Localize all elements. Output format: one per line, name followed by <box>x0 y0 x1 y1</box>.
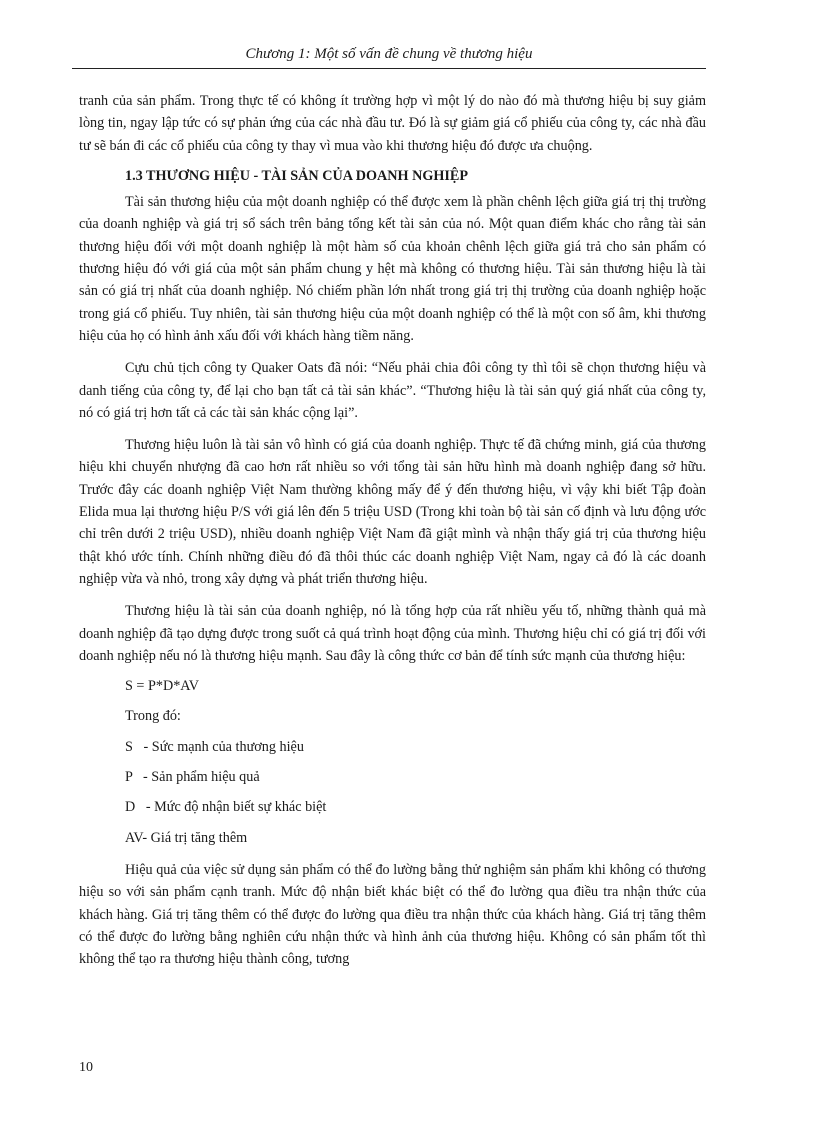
paragraph-measurement: Hiệu quả của việc sử dụng sản phẩm có thể đo lường bằng thử nghiệm sản phẩm khi không có thương hiệu so với sản phẩm cạnh tranh. Mức độ nhận biết khác biệt có thể đo lường qua điều tra nhận thức của khách hàng. Giá trị tăng thêm có thể được đo lường qua điều tra nhận thức của khách hàng. Giá trị tăng thêm có thể được đo lường bằng nghiên cứu nhận thức và hình ảnh của thương hiệu. Không có sản phẩm tốt thì không thể tạo ra thương hiệu thành công, tương <box>79 861 706 968</box>
running-header: Chương 1: Một số vấn đề chung về thương hiệu <box>245 46 533 62</box>
paragraph-continuation: tranh của sản phẩm. Trong thực tế có không ít trường hợp vì một lý do nào đó mà thương hiệu bị suy giảm lòng tin, ngay lập tức có sự phản ứng của các nhà đầu tư. Đó là sự giảm giá cổ phiếu của công ty, các nhà đầu tư sẽ bán đi các cổ phiếu của công ty thay vì mua vào khi thương hiệu đó được ưa chuộng. <box>79 93 706 154</box>
paragraph-brand-strength: Thương hiệu là tài sản của doanh nghiệp, nó là tổng hợp của rất nhiều yếu tố, những thành quả mà doanh nghiệp đã tạo dựng được trong suốt cả quá trình hoạt động của mình. Thương hiệu chỉ có giá trị đối với doanh nghiệp nếu nó là thương hiệu mạnh. Sau đây là công thức cơ bản để tính sức mạnh của thương hiệu: <box>79 603 706 664</box>
paragraph-brand-equity: Tài sản thương hiệu của một doanh nghiệp có thể được xem là phần chênh lệch giữa giá trị thị trường của doanh nghiệp và giá trị sổ sách trên bảng tổng kết tài sản của nó. Một quan điểm khác cho rằng tài sản thương hiệu đối với một doanh nghiệp là một hàm số của khoản chênh lệch giữa giá trả cho sản phẩm có thương hiệu đó với giá của một sản phẩm chung y hệt mà không có thương hiệu. Tài sản thương hiệu là tài sản có giá trị nhất của doanh nghiệp. Nó chiếm phần lớn nhất trong giá trị thị trường của doanh nghiệp hoặc trong giá cổ phiếu. Tuy nhiên, tài sản thương hiệu của một doanh nghiệp có thể là một con số âm, khi thương hiệu của họ có hình ảnh xấu đối với khách hàng tiềm năng. <box>79 194 706 344</box>
definition-av: AV- Giá trị tăng thêm <box>125 829 248 846</box>
document-body <box>79 90 706 970</box>
definition-s: S - Sức mạnh của thương hiệu <box>125 738 304 755</box>
header-divider <box>72 68 706 69</box>
paragraph-quaker-oats-quote: Cựu chủ tịch công ty Quaker Oats đã nói: “Nếu phải chia đôi công ty thì tôi sẽ chọn thương hiệu và danh tiếng của công ty, để lại cho bạn tất cả tài sản khác”. “Thương hiệu là tài sản quý giá nhất của công ty, nó có giá trị hơn tất cả các tài sản khác cộng lại”. <box>79 360 706 421</box>
paragraph-intangible-asset: Thương hiệu luôn là tài sản vô hình có giá của doanh nghiệp. Thực tế đã chứng minh, giá của thương hiệu khi chuyển nhượng đã cao hơn rất nhiều so với tổng tài sản hữu hình mà doanh nghiệp đang sở hữu. Trước đây các doanh nghiệp Việt Nam thường không mấy để ý đến thương hiệu, vì vậy khi biết Tập đoàn Elida mua lại thương hiệu P/S với giá lên đến 5 triệu USD (Trong khi toàn bộ tài sản cố định và lưu động ước chỉ trên dưới 2 triệu USD), nhiều doanh nghiệp Việt Nam đã giật mình và nhận thấy giá trị của thương hiệu thật khó ước tính. Chính những điều đó đã thôi thúc các doanh nghiệp Việt Nam, ngay cả đó là các doanh nghiệp vừa và nhỏ, trong xây dựng và phát triển thương hiệu. <box>79 437 706 587</box>
formula-where-label: Trong đó: <box>125 708 181 725</box>
page-number: 10 <box>79 1060 93 1075</box>
definition-d: D - Mức độ nhận biết sự khác biệt <box>125 799 327 816</box>
formula: S = P*D*AV <box>125 678 199 695</box>
section-heading: 1.3 THƯƠNG HIỆU - TÀI SẢN CỦA DOANH NGHIỆP <box>125 167 469 184</box>
definition-p: P - Sản phẩm hiệu quả <box>125 769 260 786</box>
